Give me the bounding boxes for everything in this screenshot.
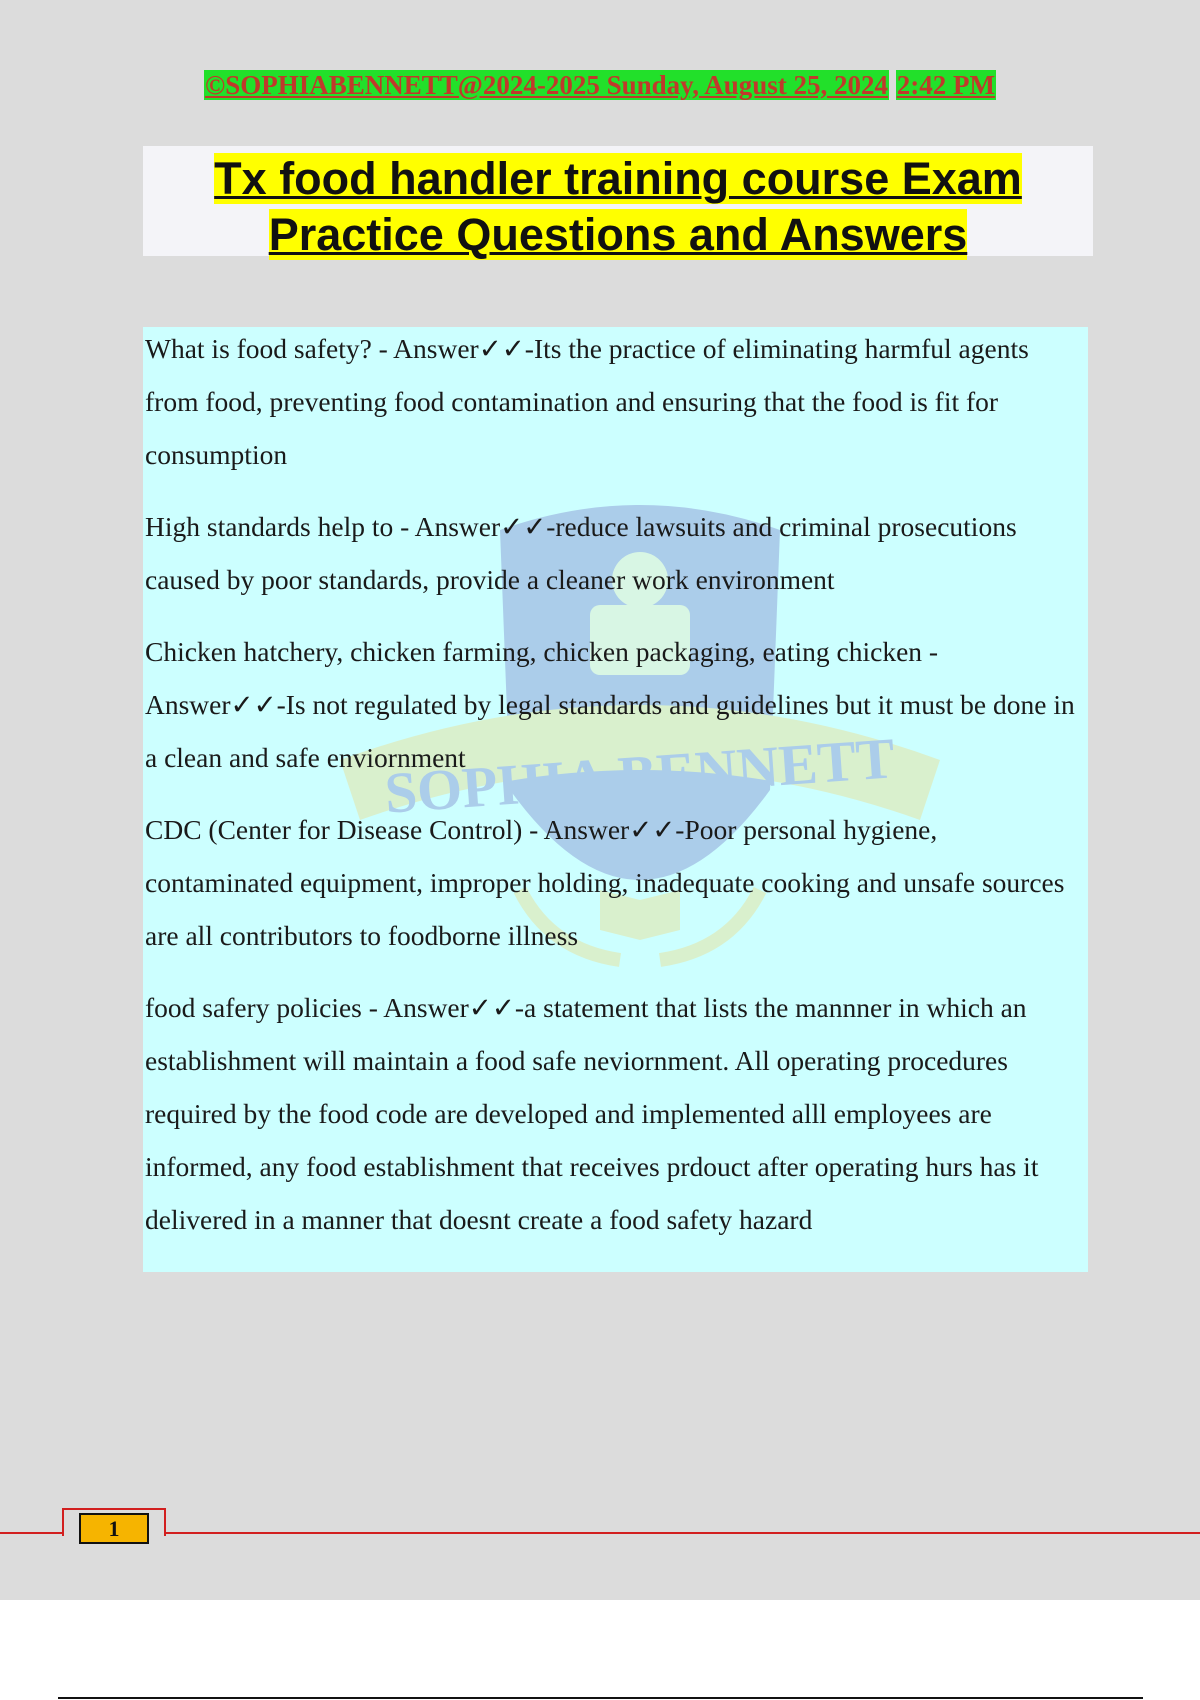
qa-item: What is food safety? - Answer✓✓-Its the practice of eliminating harmful agents from food, preventing food contamination and ensuring that the food is fit for consumption xyxy=(145,333,1029,470)
footer-rule xyxy=(0,1532,1200,1534)
qa-item: Chicken hatchery, chicken farming, chicken packaging, eating chicken - Answer✓✓-Is not regulated by legal standards and guidelines but it must be done in a clean and safe enviornment xyxy=(145,636,1075,773)
page-title xyxy=(143,146,1093,263)
header-copyright-date: ©SOPHIABENNETT@2024-2025 Sunday, August 25, 2024 xyxy=(205,70,888,100)
watermark-text: SOPHIA BENNETT xyxy=(382,725,897,826)
qa-item: food safery policies - Answer✓✓-a statement that lists the mannner in which an establishment will maintain a food safe neviornment. All operating procedures required by the food code are developed and implemented alll employees are informed, any food establishment that receives prdouct after operating hurs has it delivered in a manner that doesnt create a food safety hazard xyxy=(145,992,1039,1235)
bottom-divider xyxy=(58,1697,1143,1699)
header-time: 2:42 PM xyxy=(896,70,995,100)
title-box xyxy=(143,146,1093,260)
qa-item: CDC (Center for Disease Control) - Answer✓✓-Poor personal hygiene, contaminated equipment, improper holding, inadequate cooking and unsafe sources are all contributors to foodborne illness xyxy=(145,814,1065,951)
qa-item: High standards help to - Answer✓✓-reduce lawsuits and criminal prosecutions caused by poor standards, provide a cleaner work environment xyxy=(145,511,1017,595)
page-title-line-2: Practice Questions and Answers xyxy=(268,209,968,260)
header-copyright-line xyxy=(0,70,1200,101)
page-title-line-1: Tx food handler training course Exam xyxy=(214,153,1022,204)
qa-list xyxy=(145,322,1080,1265)
page-number-badge: 1 xyxy=(79,1513,149,1544)
